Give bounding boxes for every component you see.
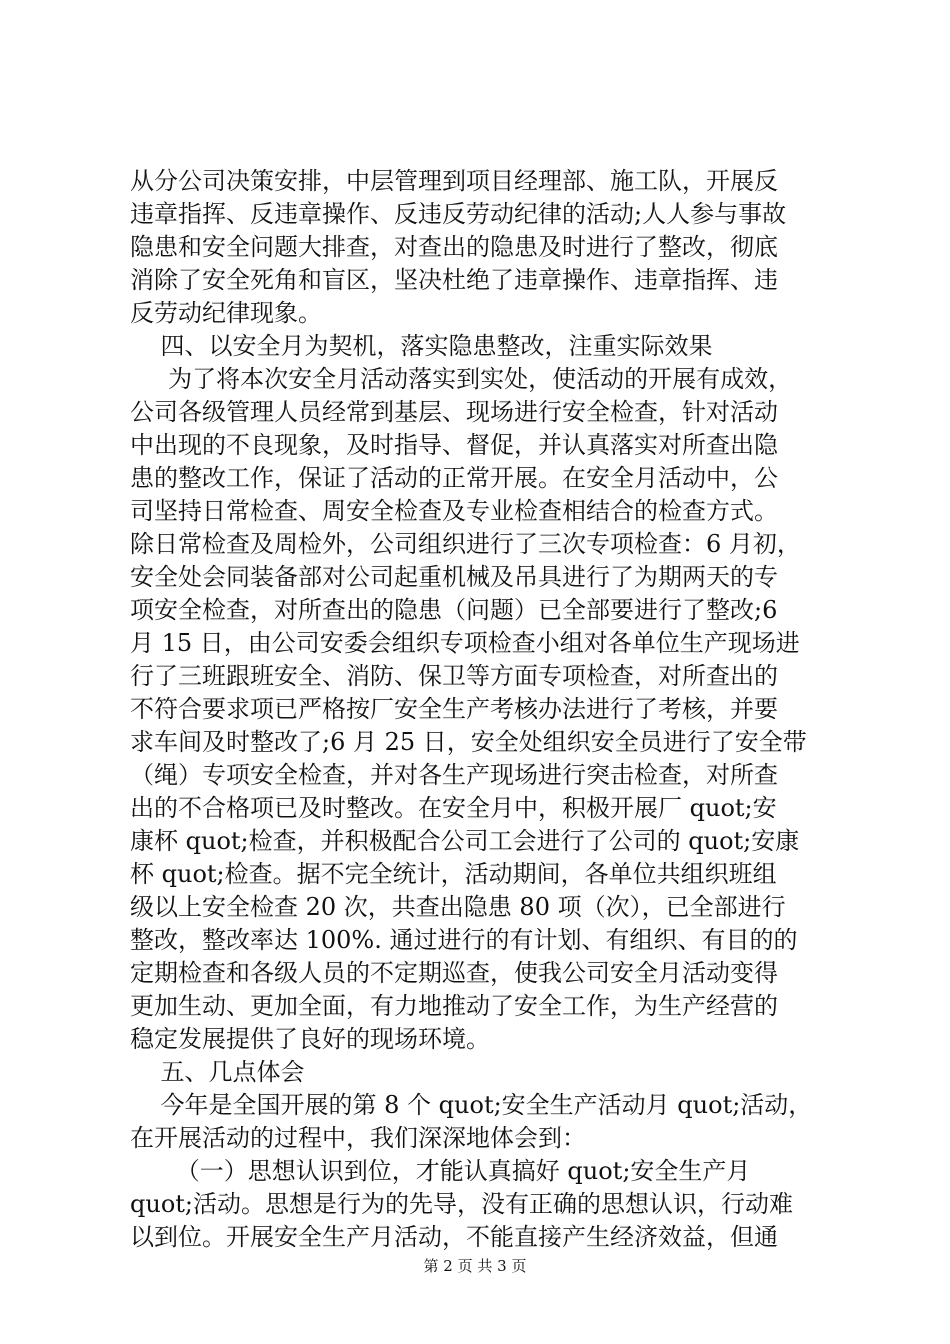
page-footer: 第 2 页 共 3 页	[423, 1257, 527, 1275]
text-line: 五、几点体会	[130, 1058, 305, 1086]
text-line: 在开展活动的过程中，我们深深地体会到：	[130, 1124, 586, 1152]
document-body	[130, 165, 830, 1254]
text-line: 以到位。开展安全生产月活动，不能直接产生经济效益，但通	[130, 1223, 778, 1251]
text-line: 求车间及时整改了;6 月 25 日，安全处组织安全员进行了安全带	[130, 728, 807, 756]
text-line: quot;活动。思想是行为的先导，没有正确的思想认识，行动难	[130, 1190, 793, 1218]
text-line: 为了将本次安全月活动落实到实处，使活动的开展有成效，	[130, 365, 793, 393]
text-line: （绳）专项安全检查，并对各生产现场进行突击检查，对所查	[130, 761, 778, 789]
text-line: 除日常检查及周检外，公司组织进行了三次专项检查：6 月初，	[130, 530, 801, 558]
text-line: 行了三班跟班安全、消防、保卫等方面专项检查，对所查出的	[130, 662, 778, 690]
text-line: 公司各级管理人员经常到基层、现场进行安全检查，针对活动	[130, 398, 778, 426]
text-line: 稳定发展提供了良好的现场环境。	[130, 1025, 490, 1053]
text-line: 级以上安全检查 20 次，共查出隐患 80 项（次），已全部进行	[130, 893, 786, 921]
text-line: 定期检查和各级人员的不定期巡查，使我公司安全月活动变得	[130, 959, 778, 987]
text-line: 整改，整改率达 100%. 通过进行的有计划、有组织、有目的的	[130, 926, 798, 954]
text-line: 中出现的不良现象，及时指导、督促，并认真落实对所查出隐	[130, 431, 778, 459]
text-line: 四、以安全月为契机，落实隐患整改，注重实际效果	[130, 332, 713, 360]
text-line: 违章指挥、反违章操作、反违反劳动纪律的活动;人人参与事故	[130, 200, 787, 228]
text-line: 司坚持日常检查、周安全检查及专业检查相结合的检查方式。	[130, 497, 778, 525]
text-line: 不符合要求项已严格按厂安全生产考核办法进行了考核，并要	[130, 695, 778, 723]
text-line: 出的不合格项已及时整改。在安全月中，积极开展厂 quot;安	[130, 794, 777, 822]
text-line: 从分公司决策安排，中层管理到项目经理部、施工队，开展反	[130, 167, 778, 195]
text-line: （一）思想认识到位，才能认真搞好 quot;安全生产月	[130, 1157, 751, 1185]
text-line: 消除了安全死角和盲区，坚决杜绝了违章操作、违章指挥、违	[130, 266, 778, 294]
text-line: 反劳动纪律现象。	[130, 299, 322, 327]
text-line: 月 15 日，由公司安委会组织专项检查小组对各单位生产现场进	[130, 629, 800, 657]
text-line: 杯 quot;检查。据不完全统计，活动期间，各单位共组织班组	[130, 860, 777, 888]
text-line: 患的整改工作，保证了活动的正常开展。在安全月活动中，公	[130, 464, 778, 492]
text-line: 更加生动、更加全面，有力地推动了安全工作，为生产经营的	[130, 992, 778, 1020]
text-line: 隐患和安全问题大排查，对查出的隐患及时进行了整改，彻底	[130, 233, 778, 261]
text-line: 今年是全国开展的第 8 个 quot;安全生产活动月 quot;活动，	[130, 1091, 813, 1119]
text-line: 康杯 quot;检查，并积极配合公司工会进行了公司的 quot;安康	[130, 827, 800, 855]
text-line: 项安全检查，对所查出的隐患（问题）已全部要进行了整改;6	[130, 596, 778, 624]
text-line: 安全处会同装备部对公司起重机械及吊具进行了为期两天的专	[130, 563, 778, 591]
